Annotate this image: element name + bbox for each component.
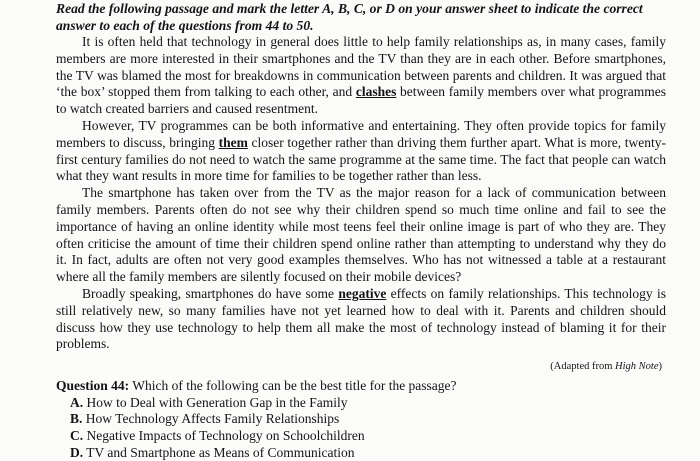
answer-options [56, 395, 666, 461]
option-b-letter: B. [70, 411, 83, 427]
paragraph-2-before: However, TV programmes can be both informative and entertaining. They often provide topics for family members to discuss, bringing [56, 117, 666, 150]
source-citation [56, 360, 662, 374]
option-d[interactable] [70, 445, 666, 461]
option-a-text: How to Deal with Generation Gap in the Family [83, 394, 348, 410]
question-44 [56, 378, 666, 395]
paragraph-2 [56, 118, 666, 185]
option-c-text: Negative Impacts of Technology on Schoolchildren [83, 427, 365, 443]
question-text: Which of the following can be the best title for the passage? [129, 378, 457, 394]
paragraph-1-after: between family members over what programmes to watch created barriers and caused resentment. [56, 84, 667, 117]
option-b[interactable] [70, 411, 666, 428]
paragraph-3-before: The smartphone has taken over from the TV as the major reason for a lack of communication between family members. Parents often do not see why their children spend so much time online and fail to see the importance of having an online identity while most teens feel their online image is part of who they are. They often criticise the amount of time their children spend online rather than attempting to understand why they do it. In fact, adults are often not very good examples themselves. Who has not witnessed a table at a restaurant where all the family members are silently focused on their mobile devices? [56, 185, 666, 285]
option-a-letter: A. [70, 394, 84, 410]
question-label: Question 44: [56, 378, 130, 394]
paragraph-4-before: Broadly speaking, smartphones do have some [82, 285, 339, 301]
source-prefix: (Adapted from [550, 361, 616, 373]
paragraph-1-before: It is often held that technology in general does little to help family relationships as, in many cases, family members are more interested in their smartphones and the TV than they are in each other. Before smartphones, the TV was blamed the most for breakdowns in communication between parents and children. It was argued that ‘the box’ stopped them from talking to each other, and [56, 34, 666, 100]
underlined-word-negative: negative [338, 285, 387, 301]
underlined-word-them: them [218, 134, 248, 150]
underlined-word-clashes: clashes [355, 84, 397, 100]
option-d-letter: D. [70, 444, 84, 460]
instruction-text: Read the following passage and mark the letter A, B, C, or D on your answer sheet to indicate the correct answer to each of the questions from 44 to 50. [56, 1, 643, 33]
option-d-text: TV and Smartphone as Means of Communication [83, 444, 355, 460]
reading-passage [56, 34, 666, 353]
source-title: High Note [615, 361, 659, 373]
paragraph-1 [56, 34, 666, 118]
option-c-letter: C. [70, 427, 84, 443]
paragraph-3 [56, 185, 666, 286]
option-b-text: How Technology Affects Family Relationships [82, 411, 340, 427]
source-suffix: ) [658, 361, 662, 373]
option-c[interactable] [70, 428, 666, 445]
paragraph-4-after: effects on family relationships. This technology is still relatively new, so many families have not yet learned how to deal with it. Parents and children should discuss how they use technology to help them all make the most of technology instead of blaming it for their problems. [56, 285, 666, 352]
option-a[interactable] [70, 395, 666, 412]
paragraph-4 [56, 286, 666, 353]
paragraph-2-after: closer together rather than driving them further apart. What is more, twenty-first century families do not need to watch the same programme at the same time. The fact that people can watch what they want results in more time for families to be together rather than less. [56, 134, 666, 184]
